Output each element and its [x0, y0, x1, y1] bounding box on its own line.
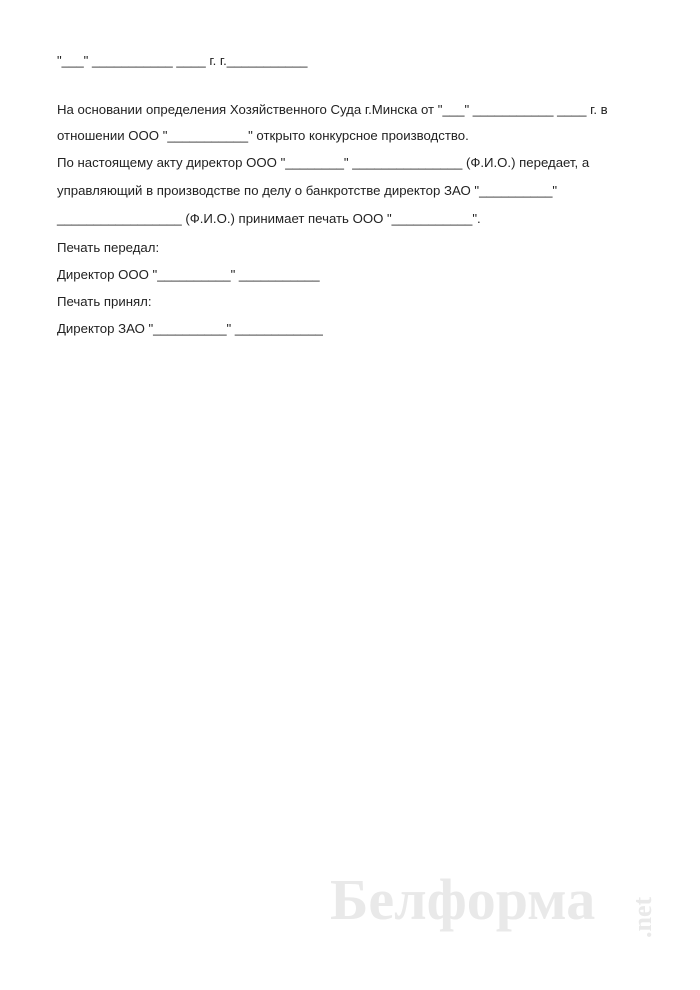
date-line: "___" ___________ ____ г. г.___________	[57, 53, 308, 68]
belforma-watermark-suffix: .net	[628, 896, 657, 938]
paragraph-transfer-line-3: _________________ (Ф.И.О.) принимает печать ООО "___________".	[57, 211, 481, 226]
paragraph-court-decision-line-1: На основании определения Хозяйственного Суда г.Минска от "___" ___________ ____ г. в	[57, 102, 608, 117]
paragraph-transfer-line-1: По настоящему акту директор ООО "________" _______________ (Ф.И.О.) передает, а	[57, 155, 590, 170]
director-zao-signature-line: Директор ЗАО "__________" ____________	[57, 321, 323, 336]
paragraph-court-decision-line-2: отношении ООО "___________" открыто конкурсное производство.	[57, 128, 469, 143]
paragraph-transfer-line-2: управляющий в производстве по делу о банкротстве директор ЗАО "__________"	[57, 183, 558, 198]
director-ooo-signature-line: Директор ООО "__________" ___________	[57, 267, 320, 282]
belforma-watermark: Белформа	[330, 867, 596, 932]
seal-received-label: Печать принял:	[57, 294, 152, 309]
seal-given-label: Печать передал:	[57, 240, 160, 255]
